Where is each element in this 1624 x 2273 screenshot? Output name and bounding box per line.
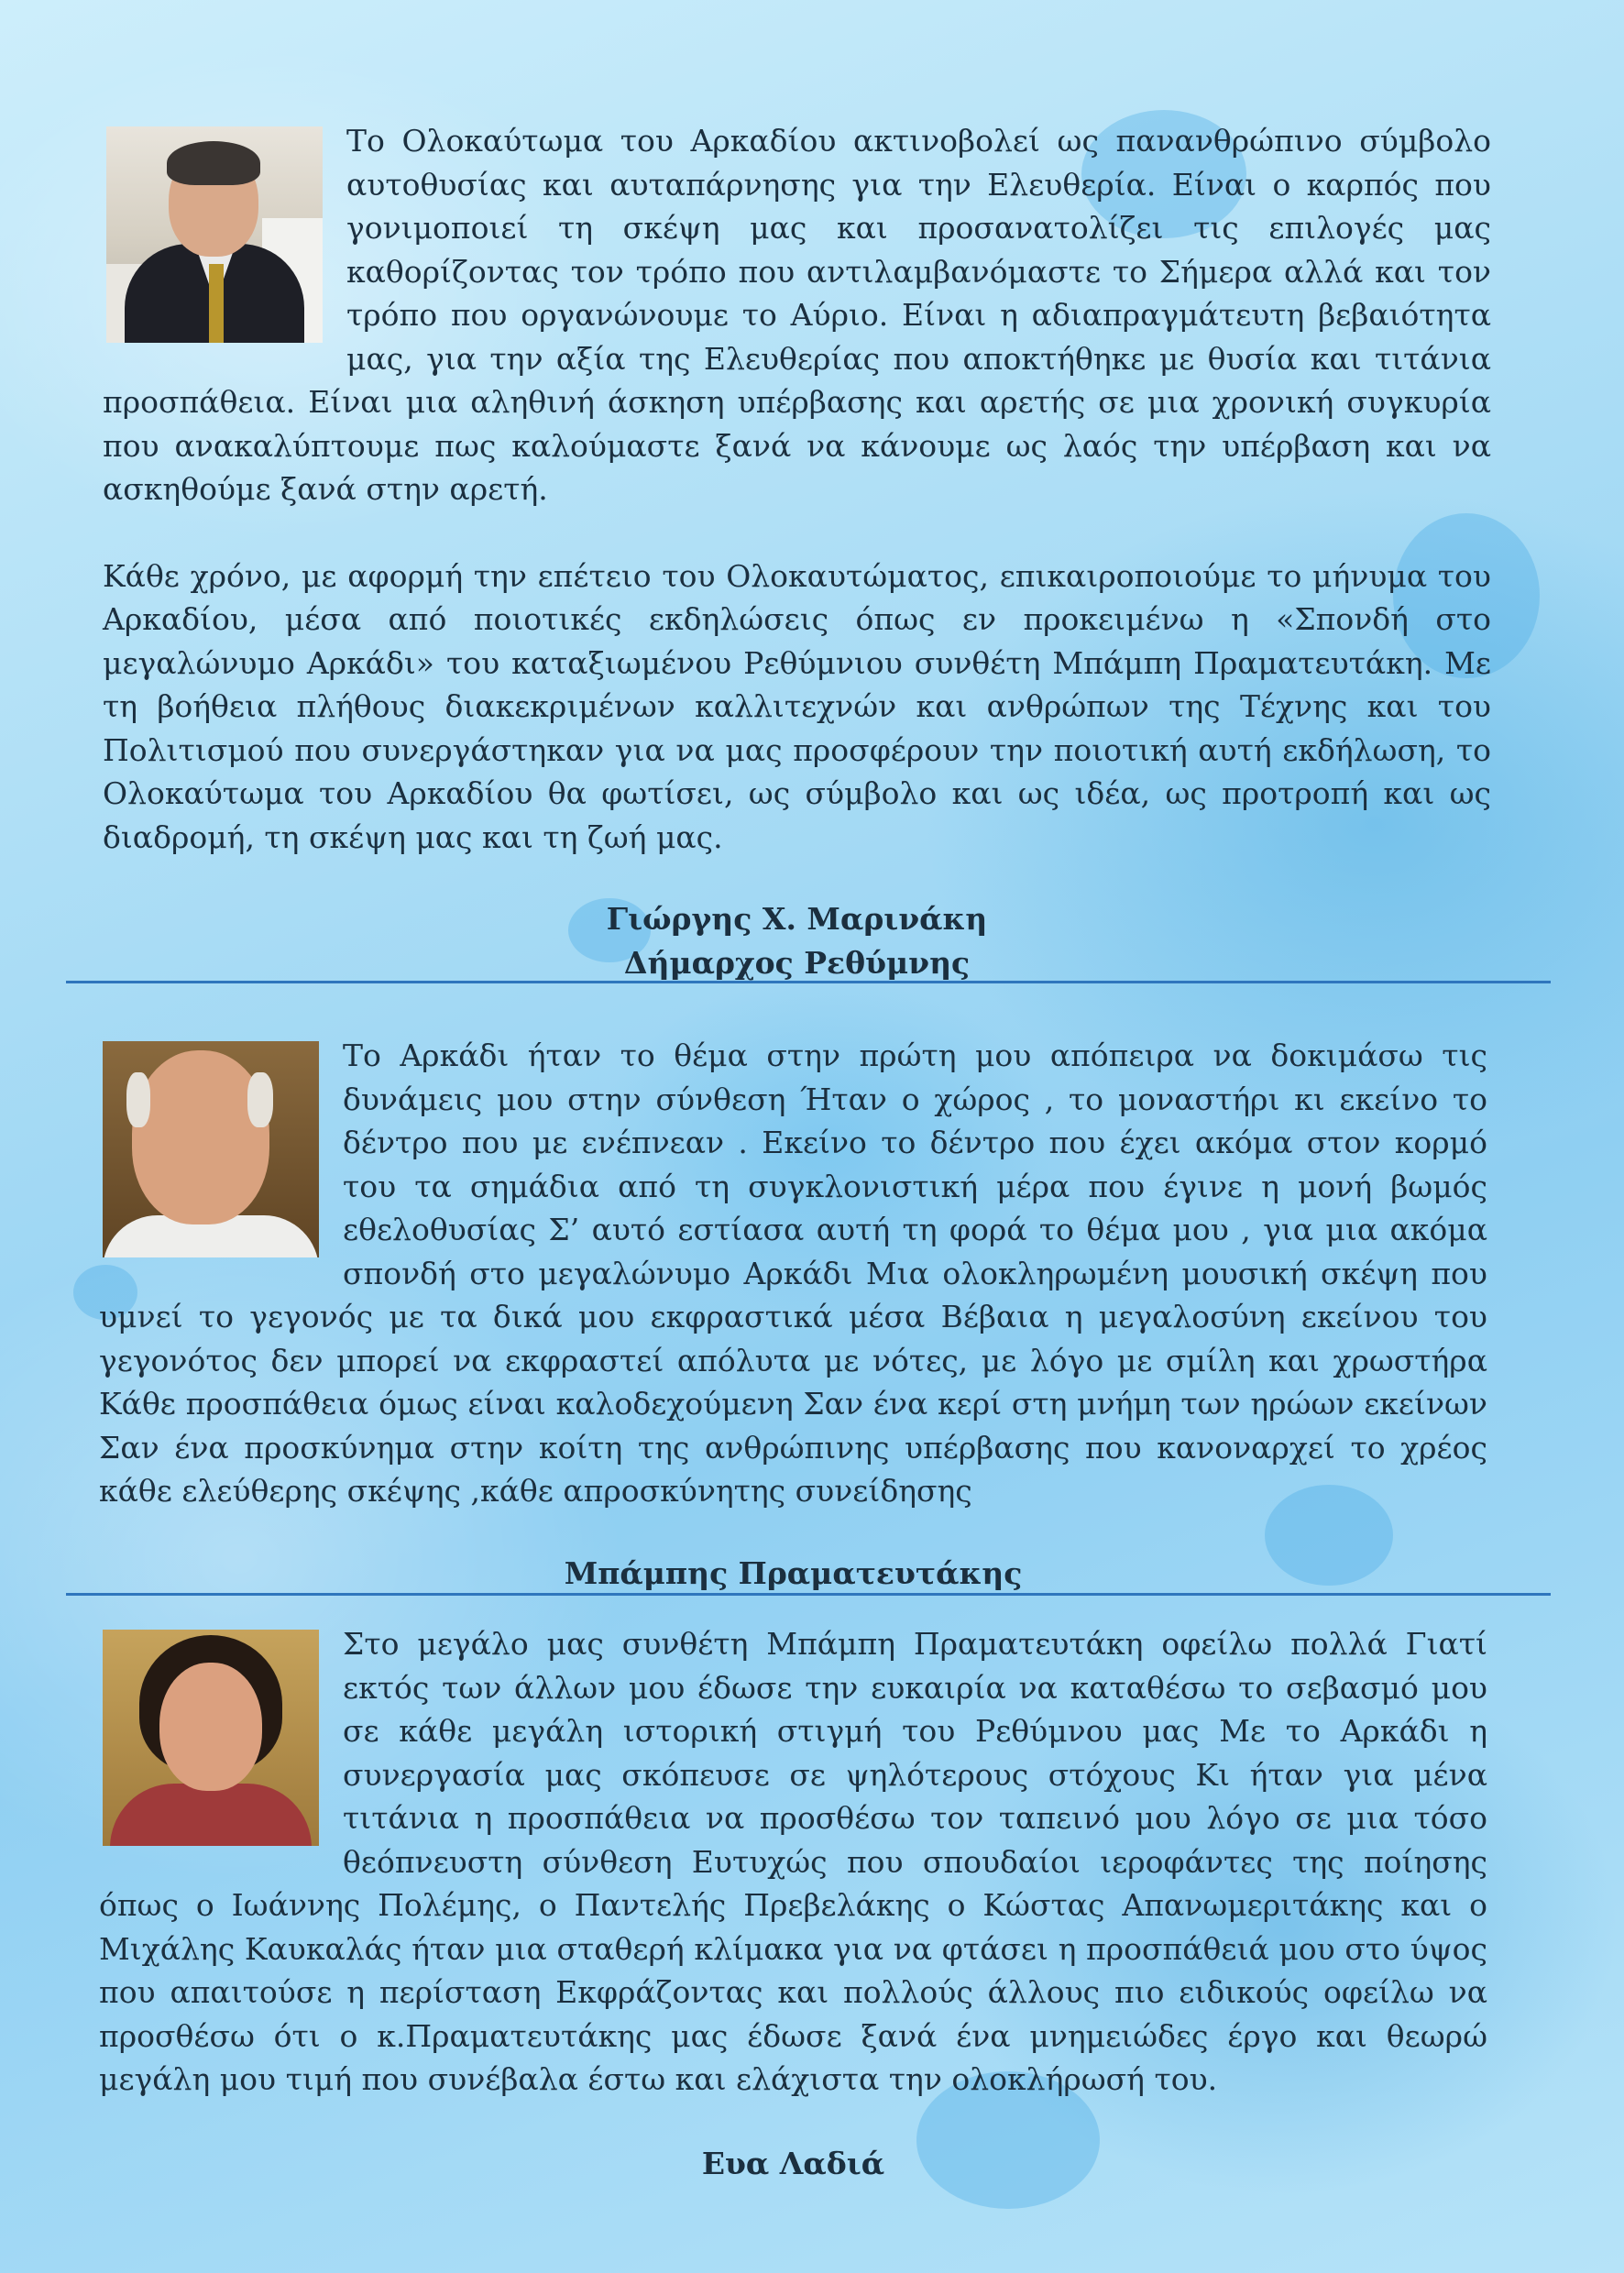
lyricist-message-section <box>99 1622 1487 2186</box>
composer-message-section <box>99 1034 1487 1596</box>
section-divider <box>66 981 1551 983</box>
mayor-message-section <box>103 119 1491 985</box>
mayor-paragraph-2: Κάθε χρόνο, με αφορμή την επέτειο του Ολοκαυτώματος, επικαιροποιούμε το μήνυμα του Αρκαδίου, μέσα από ποιοτικές εκδηλώσεις όπως εν προκειμένω η «Σπονδή στο μεγαλώνυμο Αρκάδι» του καταξιωμένου Ρεθύμνιου συνθέτη Μπάμπη Πραματευτάκη. Με τη βοήθεια πλήθους διακεκριμένων καλλιτεχνών και ανθρώπων της Τέχνης και του Πολιτισμού που συνεργάστηκαν για να μας προσφέρουν την ποιοτική αυτή εκδήλωση, το Ολοκαύτωμα του Αρκαδίου θα φωτίσει, ως σύμβολο και ως ιδέα, ως προτροπή και ως διαδρομή, τη σκέψη μας και τη ζωή μας. <box>103 557 1491 855</box>
mayor-photo <box>106 126 323 343</box>
composer-paragraph: Το Αρκάδι ήταν το θέμα στην πρώτη μου απόπειρα να δοκιμάσω τις δυνάμεις μου στην σύνθεση Ήταν ο χώρος , το μοναστήρι κι εκείνο το δέντρο που με ενέπνεαν . Εκείνο το δέντρο που έχει ακόμα στον κορμό του τα σημάδια από τη συγκλονιστική μέρα που έγινε η μονή βωμός εθελοθυσίας Σ’ αυτό εστίασα αυτή τη φορά το θέμα μου , για μια ακόμα σπονδή στο μεγαλώνυμο Αρκάδι Μια ολοκληρωμένη μουσική σκέψη που υμνεί το γεγονός με τα δικά μου εκφραστικά μέσα Βέβαια η μεγαλοσύνη εκείνου του γεγονότος δεν μπορεί να εκφραστεί απόλυτα με νότες, με λόγο με σμίλη και χρωστήρα Κάθε προσπάθεια όμως είναι καλοδεχούμενη Σαν ένα κερί στη μνήμη των ηρώων εκείνων Σαν ένα προσκύνημα στην κοίτη της ανθρώπινης υπέρβασης που κανοναρχεί το χρέος κάθε ελεύθερης σκέψης ,κάθε απροσκύνητης συνείδησης <box>99 1038 1487 1509</box>
composer-photo <box>103 1041 319 1257</box>
composer-signature-name: Μπάμπης Πραματευτάκης <box>564 1554 1023 1591</box>
lyricist-signature-name: Ευα Λαδιά <box>701 2145 885 2181</box>
lyricist-paragraph: Στο μεγάλο μας συνθέτη Μπάμπη Πραματευτάκη οφείλω πολλά Γιατί εκτός των άλλων μου έδωσε την ευκαιρία να καταθέσω το σεβασμό μου σε κάθε μεγάλη ιστορική στιγμή του Ρεθύμνου μας Με το Αρκάδι η συνεργασία μας σκόπευσε σε ψηλότερους στόχους Κι ήταν για μένα τιτάνια η προσπάθεια να προσθέσω τον ταπεινό μου λόγο σε μια τόσο θεόπνευστη σύνθεση Ευτυχώς που σπουδαίοι ιεροφάντες της ποίησης όπως ο Ιωάννης Πολέμης, ο Παντελής Πρεβελάκης ο Κώστας Απανωμεριτάκης και ο Μιχάλης Καυκαλάς ήταν μια σταθερή κλίμακα για να φτάσει η προσπάθειά μου στο ύψος που απαιτούσε η περίσταση Εκφράζοντας και πολλούς άλλους πιο ειδικούς οφείλω να προσθέσω ότι ο κ.Πραματευτάκης μας έδωσε ξανά ένα μνημειώδες έργο και θεωρώ μεγάλη μου τιμή που συνέβαλα έστω και ελάχιστα την ολοκλήρωσή του. <box>99 1626 1487 2097</box>
mayor-paragraph-1: Το Ολοκαύτωμα του Αρκαδίου ακτινοβολεί ως πανανθρώπινο σύμβολο αυτοθυσίας και αυταπάρνησης για την Ελευθερία. Είναι ο καρπός που γονιμοποιεί τη σκέψη μας και προσανατολίζει τις επιλογές μας καθορίζοντας τον τρόπο που αντιλαμβανόμαστε το Σήμερα αλλά και τον τρόπο που οργανώνουμε το Αύριο. Είναι η αδιαπραγμάτευτη βεβαιότητα μας, για την αξία της Ελευθερίας που αποκτήθηκε με θυσία και τιτάνια προσπάθεια. Είναι μια αληθινή άσκηση υπέρβασης και αρετής σε μια χρονική συγκυρία που ανακαλύπτουμε πως καλούμαστε ξανά να κάνουμε ως λαός την υπέρβαση και να ασκηθούμε ξανά στην αρετή. <box>103 123 1491 507</box>
section-divider <box>66 1593 1551 1596</box>
lyricist-photo <box>103 1630 319 1846</box>
mayor-signature-title: Δήμαρχος Ρεθύμνης <box>623 945 971 981</box>
mayor-signature-name: Γιώργης Χ. Μαρινάκη <box>606 901 988 937</box>
